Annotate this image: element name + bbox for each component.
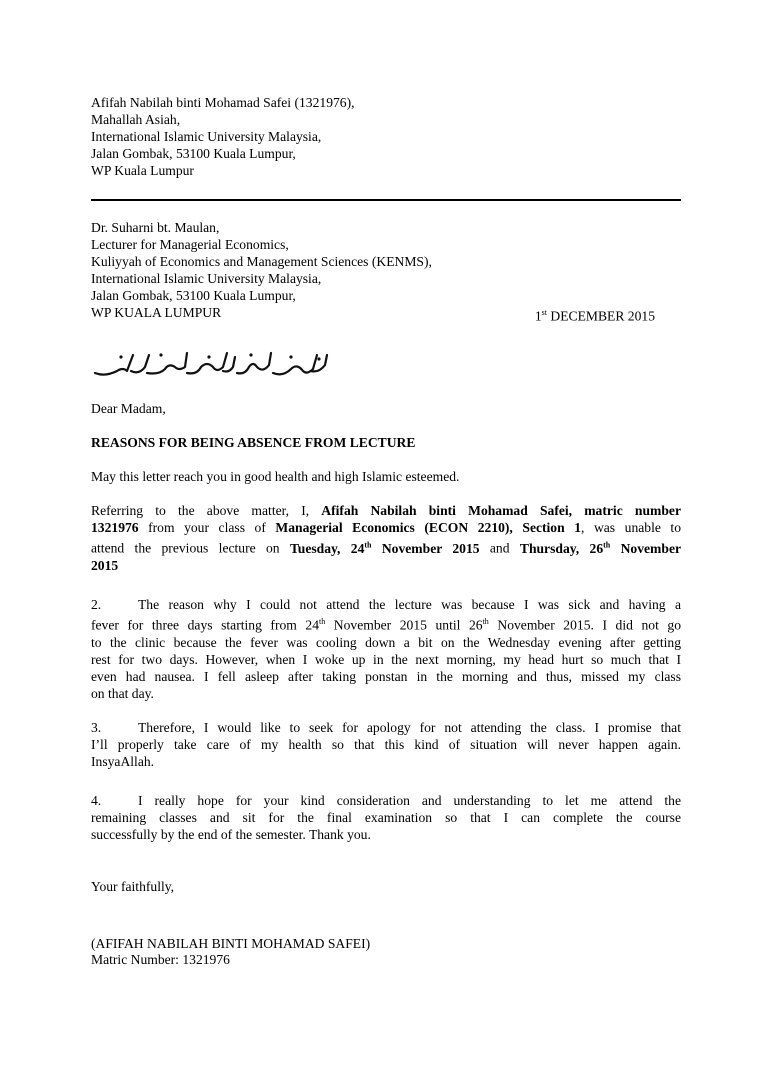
recipient-line: Dr. Suharni bt. Maulan,	[91, 220, 220, 235]
salutation: Dear Madam,	[91, 401, 166, 416]
header-divider	[91, 199, 681, 201]
sender-line: International Islamic University Malaysia,	[91, 129, 322, 144]
paragraph-1: Referring to the above matter, I, Afifah Nabilah binti Mohamad Safei, matric number 1321976 from your class of Managerial Economics (ECON 2210), Section 1, was unable to attend the previous lecture on Tuesday, 24th November 2015 and Thursday, 26th November 2015	[91, 503, 682, 573]
matric-number: Matric Number: 1321976	[91, 952, 230, 967]
recipient-line: International Islamic University Malaysia,	[91, 271, 322, 286]
sender-line: Jalan Gombak, 53100 Kuala Lumpur,	[91, 146, 296, 161]
salam-calligraphy-image	[91, 345, 331, 381]
recipient-line: Jalan Gombak, 53100 Kuala Lumpur,	[91, 288, 296, 303]
recipient-city: WP KUALA LUMPUR	[91, 305, 222, 320]
recipient-line: Lecturer for Managerial Economics,	[91, 237, 289, 252]
subject-line: REASONS FOR BEING ABSENCE FROM LECTURE	[91, 435, 416, 450]
recipient-address	[91, 219, 681, 324]
opening-line: May this letter reach you in good health and high Islamic esteemed.	[91, 469, 460, 484]
para-number: 3.	[91, 720, 102, 735]
paragraph-2: 2. The reason why I could not attend the lecture was because I was sick and having a fever for three days starting from 24th November 2015 until 26th November 2015. I did not go to the clinic because the fever was cooling down a bit on the Wednesday evening after getting rest for two days. However, when I woke up in the next morning, my head hurt so much that I even had nausea. I fell asleep after taking ponstan in the morning and thus, missed my class on that day.	[91, 597, 681, 701]
sender-line: Mahallah Asiah,	[91, 112, 181, 127]
para-number: 2.	[91, 597, 102, 612]
para-number: 4.	[91, 793, 102, 808]
letter-date: 1st DECEMBER 2015	[534, 308, 655, 324]
sender-line: WP Kuala Lumpur	[91, 163, 194, 178]
paragraph-3: 3. Therefore, I would like to seek for apology for not attending the class. I promise that I’ll properly take care of my health so that this kind of situation will never happen again. InsyaAllah.	[91, 720, 681, 769]
closing: Your faithfully,	[91, 879, 175, 894]
sender-address	[91, 94, 681, 179]
signature-name: (AFIFAH NABILAH BINTI MOHAMAD SAFEI)	[91, 936, 371, 951]
paragraph-4: 4. I really hope for your kind consideration and understanding to let me attend the remaining classes and sit for the final examination so that I can complete the course successfully by the end of the semester. Thank you.	[91, 793, 681, 842]
sender-line: Afifah Nabilah binti Mohamad Safei (1321976),	[91, 95, 355, 110]
recipient-line: Kuliyyah of Economics and Management Sciences (KENMS),	[91, 254, 432, 269]
